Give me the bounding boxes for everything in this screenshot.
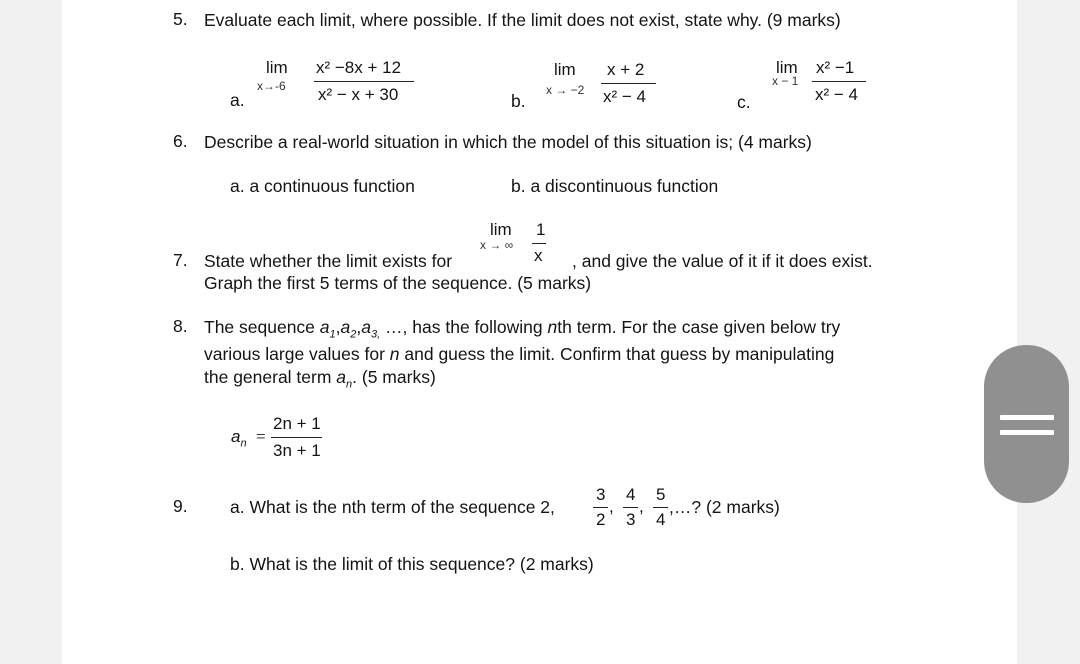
q5b-numerator: x + 2 (607, 60, 645, 79)
q6-text: Describe a real-world situation in which the model of this situation is; (4 marks) (204, 132, 812, 152)
q5a-numerator: x² −8x + 12 (316, 58, 402, 77)
q7-numerator: 1 (536, 220, 546, 239)
q9a-text-before: a. What is the nth term of the sequence 2, (230, 497, 555, 517)
q8-number: 8. (173, 316, 188, 336)
q8-formula-equals: = (256, 427, 266, 446)
q9a-comma1: , (609, 497, 614, 516)
q9a-frac3-bar (653, 507, 668, 508)
q6-number: 6. (173, 131, 188, 151)
q8-formula-numerator: 2n + 1 (273, 414, 321, 433)
q8-formula-fraction-bar (271, 437, 322, 438)
q5a-lim: lim (266, 58, 288, 77)
q9a-frac2-numerator: 4 (626, 485, 636, 504)
q5-text: Evaluate each limit, where possible. If the limit does not exist, state why. (9 marks) (204, 10, 841, 30)
q7-denominator: x (534, 246, 543, 265)
q7-text-before: State whether the limit exists for (204, 251, 453, 271)
q5c-label: c. (737, 92, 751, 112)
q5c-lim: lim (776, 58, 798, 77)
q9a-text-after: ,…? (2 marks) (669, 497, 780, 517)
q9a-frac3-numerator: 5 (656, 485, 666, 504)
q5b-lim-sub: x → −2 (546, 83, 585, 97)
grip-line-bottom (1000, 430, 1054, 435)
q9b-text: b. What is the limit of this sequence? (2 marks) (230, 554, 594, 574)
q5b-label: b. (511, 91, 526, 111)
q5c-fraction-bar (812, 81, 866, 82)
q7-lim-sub: x → ∞ (480, 238, 514, 252)
q7-lim: lim (490, 220, 512, 239)
q6a-text: a. a continuous function (230, 176, 415, 196)
q5a-fraction-bar (314, 81, 414, 82)
q5a-lim-sub: x→-6 (257, 79, 286, 93)
q9a-frac2-denominator: 3 (626, 510, 636, 529)
q5a-denominator: x² − x + 30 (318, 85, 399, 104)
q5c-numerator: x² −1 (816, 58, 855, 77)
q9a-frac1-numerator: 3 (596, 485, 606, 504)
q7-fraction-bar (532, 243, 546, 244)
scroll-handle[interactable] (984, 345, 1069, 503)
q5b-denominator: x² − 4 (603, 87, 646, 106)
q9a-frac3-denominator: 4 (656, 510, 666, 529)
q5b-fraction-bar (601, 83, 656, 84)
q5-number: 5. (173, 9, 188, 29)
q5c-lim-sub: x − 1 (772, 74, 799, 88)
q6b-text: b. a discontinuous function (511, 176, 719, 196)
q7-text-line2: Graph the first 5 terms of the sequence. (5 marks) (204, 273, 592, 293)
q9-number: 9. (173, 496, 188, 516)
q9a-frac2-bar (623, 507, 638, 508)
q9a-frac1-denominator: 2 (596, 510, 606, 529)
grip-line-top (1000, 415, 1054, 420)
q7-number: 7. (173, 250, 188, 270)
q7-text-after: , and give the value of it if it does exist. (572, 251, 873, 271)
q8-formula-lhs: $a_n$ (231, 427, 247, 450)
q9a-frac1-bar (593, 507, 608, 508)
q8-formula-denominator: 3n + 1 (273, 441, 321, 460)
q8-line2: various large values for n and guess the limit. Confirm that guess by manipulating (204, 344, 835, 364)
q8-line1: The sequence $a_1,a_2,a_{3,}$ …, has the following nth term. For the case given below try (204, 317, 841, 341)
q5c-denominator: x² − 4 (815, 85, 858, 104)
q8-line3: the general term $a_n$. (5 marks) (204, 367, 436, 391)
q5a-label: a. (230, 90, 245, 110)
q5b-lim: lim (554, 60, 576, 79)
q9a-comma2: , (639, 497, 644, 516)
